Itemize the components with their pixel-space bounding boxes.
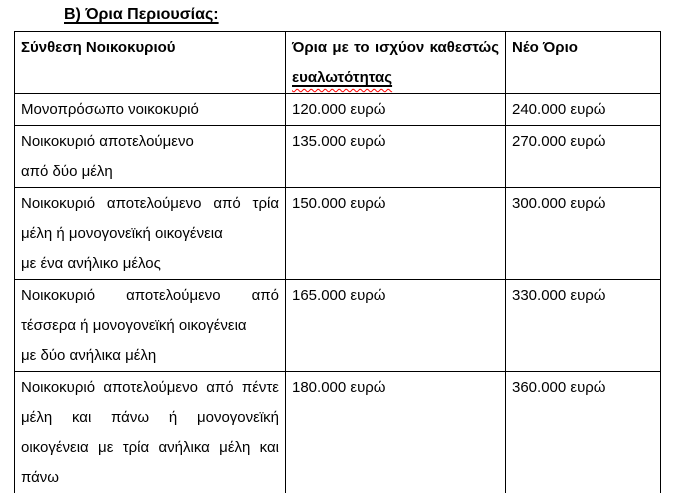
table-row	[15, 126, 661, 188]
new-limit-value: 300.000 ευρώ	[512, 195, 606, 212]
household-line: από δύο μέλη	[21, 163, 113, 180]
new-limit-value: 240.000 ευρώ	[512, 101, 606, 118]
household-line: Νοικοκυριό αποτελούμενο	[21, 133, 194, 150]
header-new-limit-cell	[506, 32, 661, 94]
new-limit-cell	[506, 126, 661, 188]
header-household-label: Σύνθεση Νοικοκυριού	[21, 39, 176, 56]
household-line: Νοικοκυριό αποτελούμενο από	[21, 287, 279, 304]
household-line: Νοικοκυριό αποτελούμενο από τρία	[21, 195, 279, 212]
household-cell	[15, 126, 286, 188]
new-limit-value: 270.000 ευρώ	[512, 133, 606, 150]
current-limit-cell	[286, 94, 506, 126]
new-limit-cell	[506, 188, 661, 280]
header-new-limit-label: Νέο Όριο	[512, 39, 578, 56]
household-line: τέσσερα ή μονογονεϊκή οικογένεια	[21, 317, 247, 334]
current-limit-value: 165.000 ευρώ	[292, 287, 386, 304]
household-line: με δύο ανήλικα μέλη	[21, 347, 157, 364]
household-line: πάνω	[21, 469, 60, 486]
current-limit-value: 180.000 ευρώ	[292, 379, 386, 396]
header-current-limit-cell	[286, 32, 506, 94]
current-limit-value: 120.000 ευρώ	[292, 101, 386, 118]
header-current-limit-line1: Όρια με το ισχύον καθεστώς	[292, 39, 499, 56]
household-line: Νοικοκυριό αποτελούμενο από πέντε	[21, 379, 279, 396]
household-line: οικογένεια με τρία ανήλικα μέλη και	[21, 439, 279, 456]
property-limits-table	[14, 31, 661, 493]
current-limit-value: 135.000 ευρώ	[292, 133, 386, 150]
new-limit-value: 330.000 ευρώ	[512, 287, 606, 304]
table-row	[15, 280, 661, 372]
household-cell	[15, 188, 286, 280]
table-row	[15, 94, 661, 126]
household-line: με ένα ανήλικο μέλος	[21, 255, 161, 272]
header-current-limit-line2	[292, 63, 499, 93]
new-limit-cell	[506, 94, 661, 126]
table-row	[15, 188, 661, 280]
document-title: Β) Όρια Περιουσίας:	[64, 6, 219, 23]
household-line: μέλη ή μονογονεϊκή οικογένεια	[21, 225, 223, 242]
household-line: μέλη και πάνω ή μονογονεϊκή	[21, 409, 279, 426]
table-row	[15, 372, 661, 493]
header-household-cell	[15, 32, 286, 94]
household-line: Μονοπρόσωπο νοικοκυριό	[21, 101, 199, 118]
underlined-word	[292, 69, 392, 86]
current-limit-cell	[286, 126, 506, 188]
current-limit-cell	[286, 188, 506, 280]
household-cell	[15, 372, 286, 493]
current-limit-value: 150.000 ευρώ	[292, 195, 386, 212]
current-limit-cell	[286, 280, 506, 372]
current-limit-cell	[286, 372, 506, 493]
new-limit-value: 360.000 ευρώ	[512, 379, 606, 396]
table-header-row	[15, 32, 661, 94]
spellcheck-word: ευαλωτότητας	[292, 69, 393, 86]
household-cell	[15, 280, 286, 372]
new-limit-cell	[506, 372, 661, 493]
household-cell	[15, 94, 286, 126]
new-limit-cell	[506, 280, 661, 372]
